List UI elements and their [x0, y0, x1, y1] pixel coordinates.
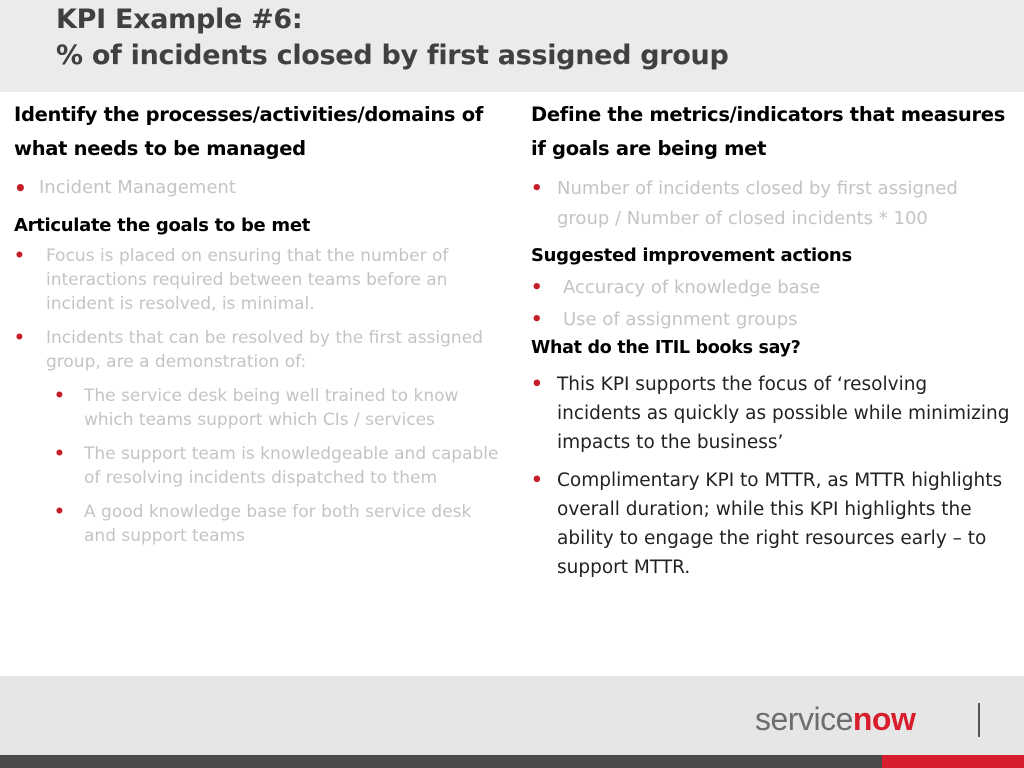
list-item [531, 304, 1011, 336]
action-text: Use of assignment groups [563, 309, 798, 330]
bullet-icon: • [531, 178, 543, 199]
right-column [531, 98, 1011, 582]
bullet-icon: • [14, 176, 27, 200]
list-item [531, 174, 1011, 234]
bullet-icon: • [54, 502, 65, 522]
metric-text: Number of incidents closed by first assigned group / Number of closed incidents * 100 [557, 178, 958, 229]
bottom-bar-red [882, 755, 1024, 768]
process-item-text: Incident Management [39, 177, 236, 198]
processes-heading [14, 98, 508, 166]
improvement-list [531, 272, 1011, 336]
slide-header [0, 0, 1024, 92]
demonstration-text: The service desk being well trained to know which teams support which CIs / services [84, 386, 459, 430]
bottom-bar-gray [0, 755, 882, 768]
logo-text-now: now [852, 701, 916, 737]
logo-text-service: service [755, 701, 853, 737]
bullet-icon: • [531, 277, 543, 298]
processes-list [14, 176, 508, 200]
itil-text: Complimentary KPI to MTTR, as MTTR highlights overall duration; while this KPI highlights the ability to engage the right resources early – to support MTTR. [557, 470, 1003, 578]
goal-text: Incidents that can be resolved by the first assigned group, are a demonstration of: [46, 328, 483, 372]
goals-heading: Articulate the goals to be met [14, 215, 311, 236]
bullet-icon: • [531, 309, 543, 330]
itil-list [531, 370, 1011, 582]
action-text: Accuracy of knowledge base [563, 277, 821, 298]
metrics-heading-line1: Define the metrics/indicators that measures [531, 103, 1006, 126]
list-item [531, 370, 1011, 457]
bullet-icon: • [531, 470, 543, 491]
improvement-heading: Suggested improvement actions [531, 245, 852, 266]
slide-title-line2: % of incidents closed by first assigned group [56, 40, 729, 71]
goal-text: Focus is placed on ensuring that the number of interactions required between teams before an incident is resolved, is minimal. [46, 246, 449, 314]
bullet-icon: • [14, 328, 25, 348]
demonstration-text: The support team is knowledgeable and capable of resolving incidents dispatched to them [84, 444, 499, 488]
left-column [14, 98, 508, 548]
metrics-heading [531, 98, 1011, 166]
goals-list [14, 244, 508, 374]
bullet-icon: • [14, 246, 25, 266]
slide-title-line1: KPI Example #6: [56, 4, 303, 35]
list-item [14, 500, 508, 548]
metrics-heading-line2: if goals are being met [531, 137, 767, 160]
list-item [14, 176, 508, 200]
demonstration-text: A good knowledge base for both service desk and support teams [84, 502, 472, 546]
demonstrations-list [14, 384, 508, 548]
list-item [14, 326, 508, 374]
metrics-list [531, 174, 1011, 234]
list-item [531, 272, 1011, 304]
slide-title [56, 2, 729, 74]
bullet-icon: • [54, 444, 65, 464]
list-item [14, 442, 508, 490]
processes-heading-line1: Identify the processes/activities/domains of [14, 103, 484, 126]
logo-divider [978, 703, 980, 737]
list-item [14, 384, 508, 432]
processes-heading-line2: what needs to be managed [14, 137, 306, 160]
bullet-icon: • [531, 374, 543, 395]
itil-heading: What do the ITIL books say? [531, 338, 801, 358]
list-item [14, 244, 508, 316]
list-item [531, 466, 1011, 582]
servicenow-logo [755, 697, 915, 741]
bullet-icon: • [54, 386, 65, 406]
itil-text: This KPI supports the focus of ‘resolving incidents as quickly as possible while minimizing impacts to the business’ [557, 374, 1010, 453]
